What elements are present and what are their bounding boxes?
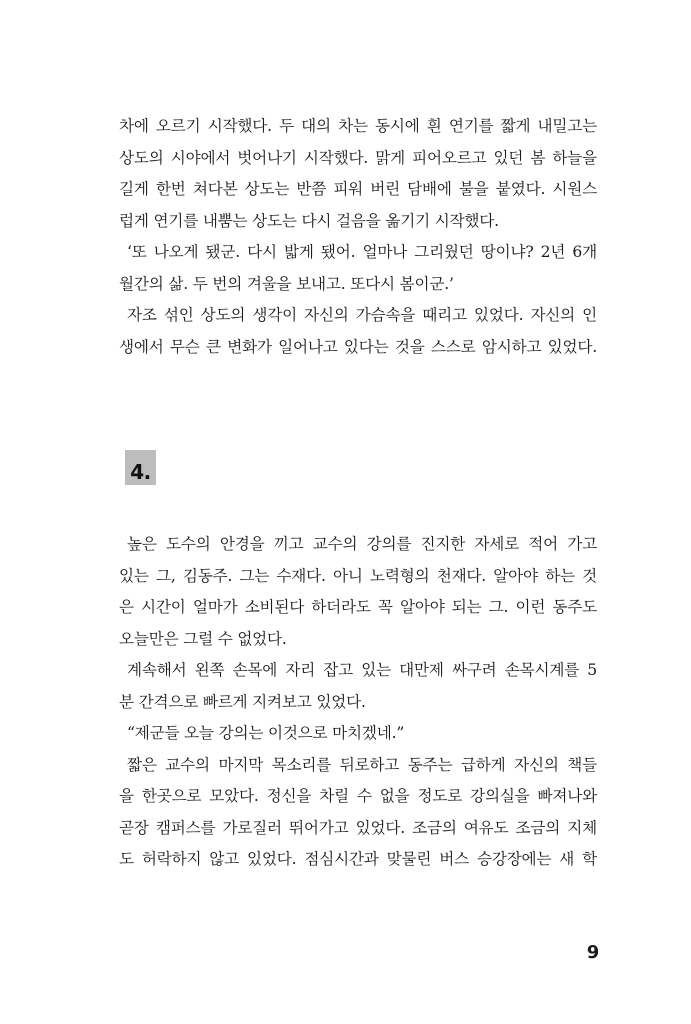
page-number: 9 (586, 942, 600, 963)
text-line: 분 간격으로 빠르게 지켜보고 있었다. (119, 692, 366, 711)
text-line: 오늘만은 그럴 수 없었다. (119, 629, 287, 648)
text-section-2 (119, 529, 597, 876)
text-line: ‘또 나오게 됐군. 다시 밟게 됐어. 얼마나 그리웠던 땅이냐? 2년 6개 (127, 243, 597, 261)
text-line: 길게 한번 쳐다본 상도는 반쯤 피워 버린 담배에 불을 붙였다. 시원스 (119, 180, 597, 198)
chapter-heading (125, 450, 156, 485)
text-line: 높은 도수의 안경을 끼고 교수의 강의를 진지한 자세로 적어 가고 (127, 535, 597, 553)
text-line: 을 한곳으로 모았다. 정신을 차릴 수 없을 정도로 강의실을 빠져나와 (119, 787, 597, 805)
text-line: 도 허락하지 않고 있었다. 점심시간과 맞물린 버스 승강장에는 새 학 (119, 850, 597, 868)
text-line: “제군들 오늘 강의는 이것으로 마치겠네.” (127, 724, 405, 742)
chapter-number: 4. (130, 460, 151, 484)
text-line: 자조 섞인 상도의 생각이 자신의 가슴속을 때리고 있었다. 자신의 인 (127, 306, 597, 324)
text-line: 곧장 캠퍼스를 가로질러 뛰어가고 있었다. 조금의 여유도 조금의 지체 (119, 818, 597, 837)
text-line: 차에 오르기 시작했다. 두 대의 차는 동시에 흰 연기를 짧게 내밀고는 (119, 117, 597, 135)
text-line: 있는 그, 김동주. 그는 수재다. 아니 노력형의 천재다. 알아야 하는 것 (119, 566, 597, 585)
text-line: 럽게 연기를 내뿜는 상도는 다시 걸음을 옮기기 시작했다. (119, 211, 499, 230)
text-line: 상도의 시야에서 벗어나기 시작했다. 맑게 피어오르고 있던 봄 하늘을 (119, 148, 597, 167)
text-line: 은 시간이 얼마가 소비된다 하더라도 꼭 알아야 되는 그. 이런 동주도 (119, 598, 597, 616)
text-line: 짧은 교수의 마지막 목소리를 뒤로하고 동주는 급하게 자신의 책들 (127, 755, 597, 774)
text-section-1 (119, 111, 597, 363)
text-line: 계속해서 왼쪽 손목에 자리 잡고 있는 대만제 싸구려 손목시계를 5 (127, 661, 597, 679)
text-line: 월간의 삶. 두 번의 겨울을 보내고. 또다시 봄이군.’ (119, 274, 454, 293)
text-line: 생에서 무슨 큰 변화가 일어나고 있다는 것을 스스로 암시하고 있었다. (119, 337, 597, 356)
